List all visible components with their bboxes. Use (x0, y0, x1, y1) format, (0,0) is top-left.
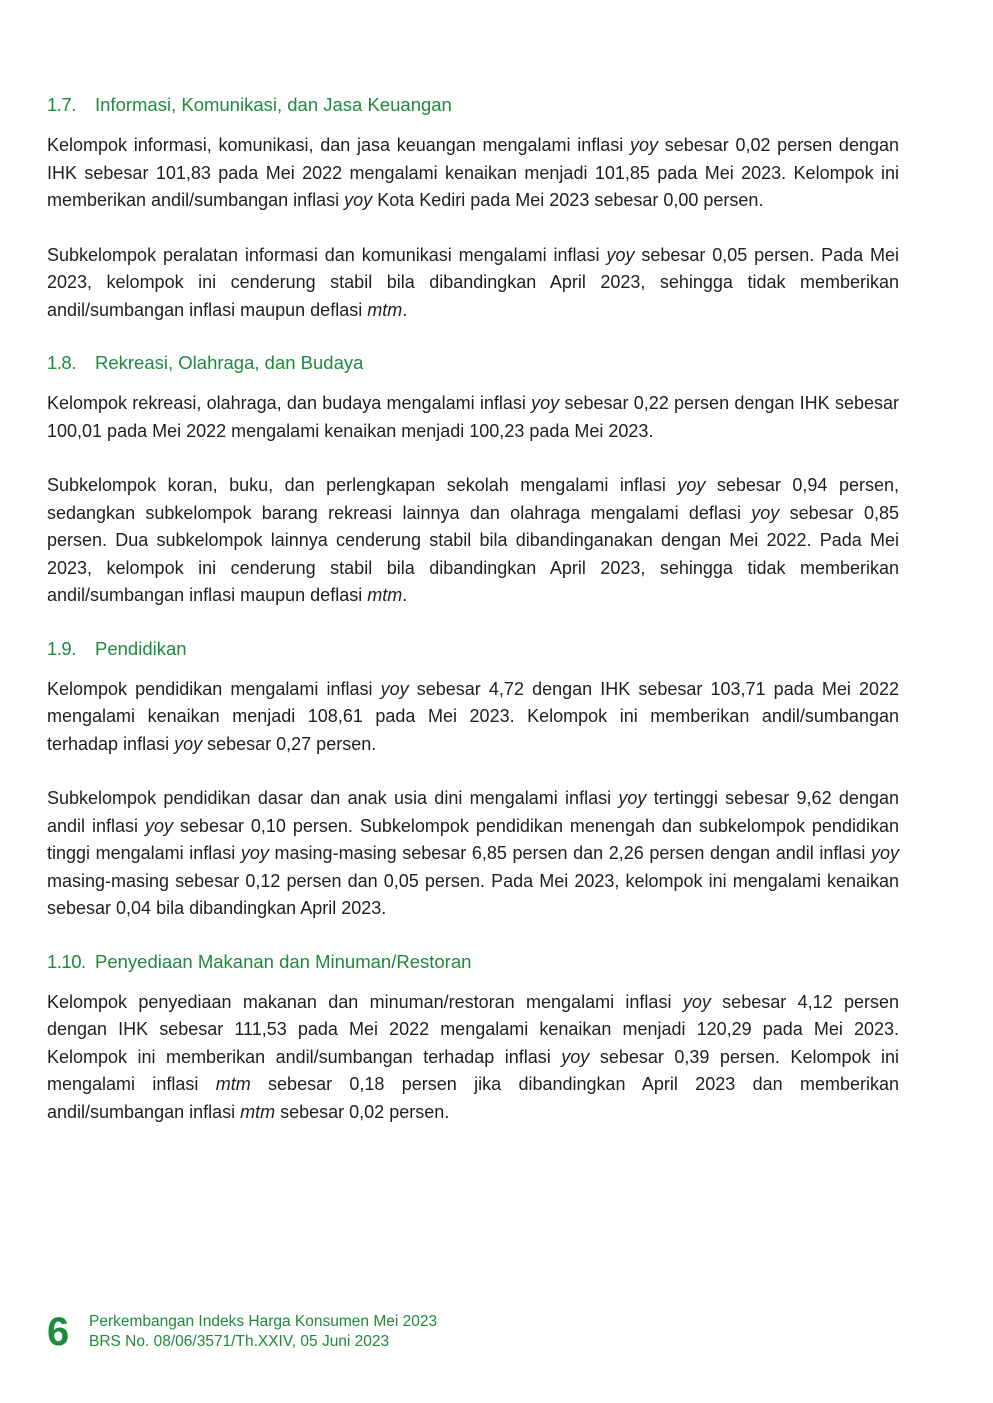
text-run: tertinggi sebesar 9,62 dengan andil inflasi (47, 788, 899, 836)
italic-term: yoy (531, 393, 560, 413)
footer-text (87, 1312, 437, 1352)
paragraph (47, 785, 899, 923)
section-number: 1.9. (47, 637, 76, 659)
text-run: sebesar 4,12 persen dengan IHK sebesar 111,53 pada Mei 2022 mengalami kenaikan menjadi 120,29 pada Mei 2023. Kelompok ini memberikan andil/sumbangan terhadap inflasi (47, 991, 899, 1067)
text-run: Kelompok penyediaan makanan dan minuman/restoran mengalami inflasi (47, 991, 683, 1012)
section-number: 1.7. (47, 94, 76, 115)
section-heading (47, 92, 899, 118)
section-number: 1.8. (47, 352, 76, 373)
text-run: masing-masing sebesar 6,85 persen dan 2,26 persen dengan andil inflasi (268, 843, 871, 863)
text-run: sebesar 0,02 persen dengan IHK sebesar 101,83 pada Mei 2022 mengalami kenaikan menjadi 101,85 pada Mei 2023. Kelompok ini memberikan andil/sumbangan inflasi (47, 135, 899, 210)
paragraph (47, 989, 899, 1127)
section-number: 1.10. (47, 950, 86, 972)
section-title: Pendidikan (95, 637, 187, 659)
paragraph (47, 472, 899, 610)
text-run: sebesar 0,10 persen. Subkelompok pendidikan menengah dan subkelompok pendidikan tinggi mengalami inflasi (47, 815, 899, 863)
italic-term: yoy (677, 475, 706, 495)
italic-term: yoy (682, 991, 711, 1012)
text-run: . (402, 585, 408, 605)
text-run: sebesar 4,72 dengan IHK sebesar 103,71 pada Mei 2022 mengalami kenaikan menjadi 108,61 pada Mei 2023. Kelompok ini memberikan andil/sumbangan terhadap inflasi (47, 678, 899, 754)
text-run: . (402, 299, 408, 320)
section-heading (47, 636, 899, 662)
text-run: Kelompok pendidikan mengalami inflasi (47, 678, 381, 699)
text-run: Kota Kediri pada Mei 2023 sebesar 0,00 persen. (372, 190, 764, 210)
text-run: Kelompok rekreasi, olahraga, dan budaya mengalami inflasi (47, 393, 532, 413)
text-run: Subkelompok pendidikan dasar dan anak usia dini mengalami inflasi (47, 788, 619, 808)
text-run: Subkelompok koran, buku, dan perlengkapan sekolah mengalami inflasi (47, 475, 678, 495)
section-title: Penyediaan Makanan dan Minuman/Restoran (95, 950, 472, 972)
section-1-10 (47, 949, 899, 1127)
italic-term: yoy (380, 678, 409, 699)
text-run: sebesar 0,94 persen, sedangkan subkelompok barang rekreasi lainnya dan olahraga mengalami deflasi (47, 475, 899, 523)
text-run: sebesar 0,02 persen. (275, 1101, 450, 1122)
italic-term: yoy (240, 843, 269, 863)
text-run: sebesar 0,27 persen. (202, 733, 377, 754)
page-number: 6 (47, 1310, 70, 1354)
italic-term: yoy (144, 815, 173, 836)
text-run: Subkelompok peralatan informasi dan komunikasi mengalami inflasi (47, 244, 607, 265)
italic-term: mtm (367, 299, 403, 320)
section-1-9 (47, 636, 899, 923)
paragraph (47, 132, 899, 215)
section-1-8 (47, 350, 899, 610)
italic-term: yoy (561, 1046, 590, 1067)
text-run: sebesar 0,18 persen jika dibandingkan April 2023 dan memberikan andil/sumbangan inflasi (47, 1074, 899, 1122)
section-title: Informasi, Komunikasi, dan Jasa Keuangan (95, 94, 452, 115)
section-1-7 (47, 92, 899, 324)
italic-term: yoy (174, 733, 203, 754)
section-heading (47, 949, 899, 975)
section-heading (47, 350, 899, 376)
text-run: sebesar 0,39 persen. Kelompok ini mengalami inflasi (47, 1046, 899, 1094)
italic-term: yoy (606, 244, 635, 265)
footer-publication-title: Perkembangan Indeks Harga Konsumen Mei 2023 (89, 1313, 438, 1330)
text-run: sebesar 0,05 persen. Pada Mei 2023, kelompok ini cenderung stabil bila dibandingkan April 2023, sehingga tidak memberikan andil/sumbangan inflasi maupun deflasi (47, 244, 900, 320)
paragraph (47, 390, 899, 445)
italic-term: yoy (344, 190, 373, 210)
paragraph (47, 242, 899, 325)
text-run: sebesar 0,22 persen dengan IHK sebesar 100,01 pada Mei 2022 mengalami kenaikan menjadi 100,23 pada Mei 2023. (47, 393, 899, 441)
text-run: Kelompok informasi, komunikasi, dan jasa keuangan mengalami inflasi (47, 135, 630, 155)
italic-term: yoy (870, 843, 899, 863)
italic-term: mtm (215, 1074, 251, 1094)
italic-term: mtm (367, 585, 403, 605)
italic-term: yoy (751, 502, 780, 523)
page-footer (47, 1310, 437, 1354)
section-title: Rekreasi, Olahraga, dan Budaya (95, 352, 364, 373)
footer-publication-id: BRS No. 08/06/3571/Th.XXIV, 05 Juni 2023 (89, 1333, 390, 1350)
italic-term: yoy (629, 135, 658, 155)
text-run: masing-masing sebesar 0,12 persen dan 0,05 persen. Pada Mei 2023, kelompok ini mengalami kenaikan sebesar 0,04 bila dibandingkan April 2023. (47, 870, 899, 918)
italic-term: yoy (618, 788, 647, 808)
italic-term: mtm (240, 1101, 276, 1122)
paragraph (47, 676, 899, 759)
document-body (47, 92, 899, 1126)
text-run: sebesar 0,85 persen. Dua subkelompok lainnya cenderung stabil bila dibandinganakan dengan Mei 2022. Pada Mei 2023, kelompok ini cenderung stabil bila dibandingkan April 2023, sehingga tidak memberikan andil/sumbangan inflasi maupun deflasi (47, 502, 899, 605)
